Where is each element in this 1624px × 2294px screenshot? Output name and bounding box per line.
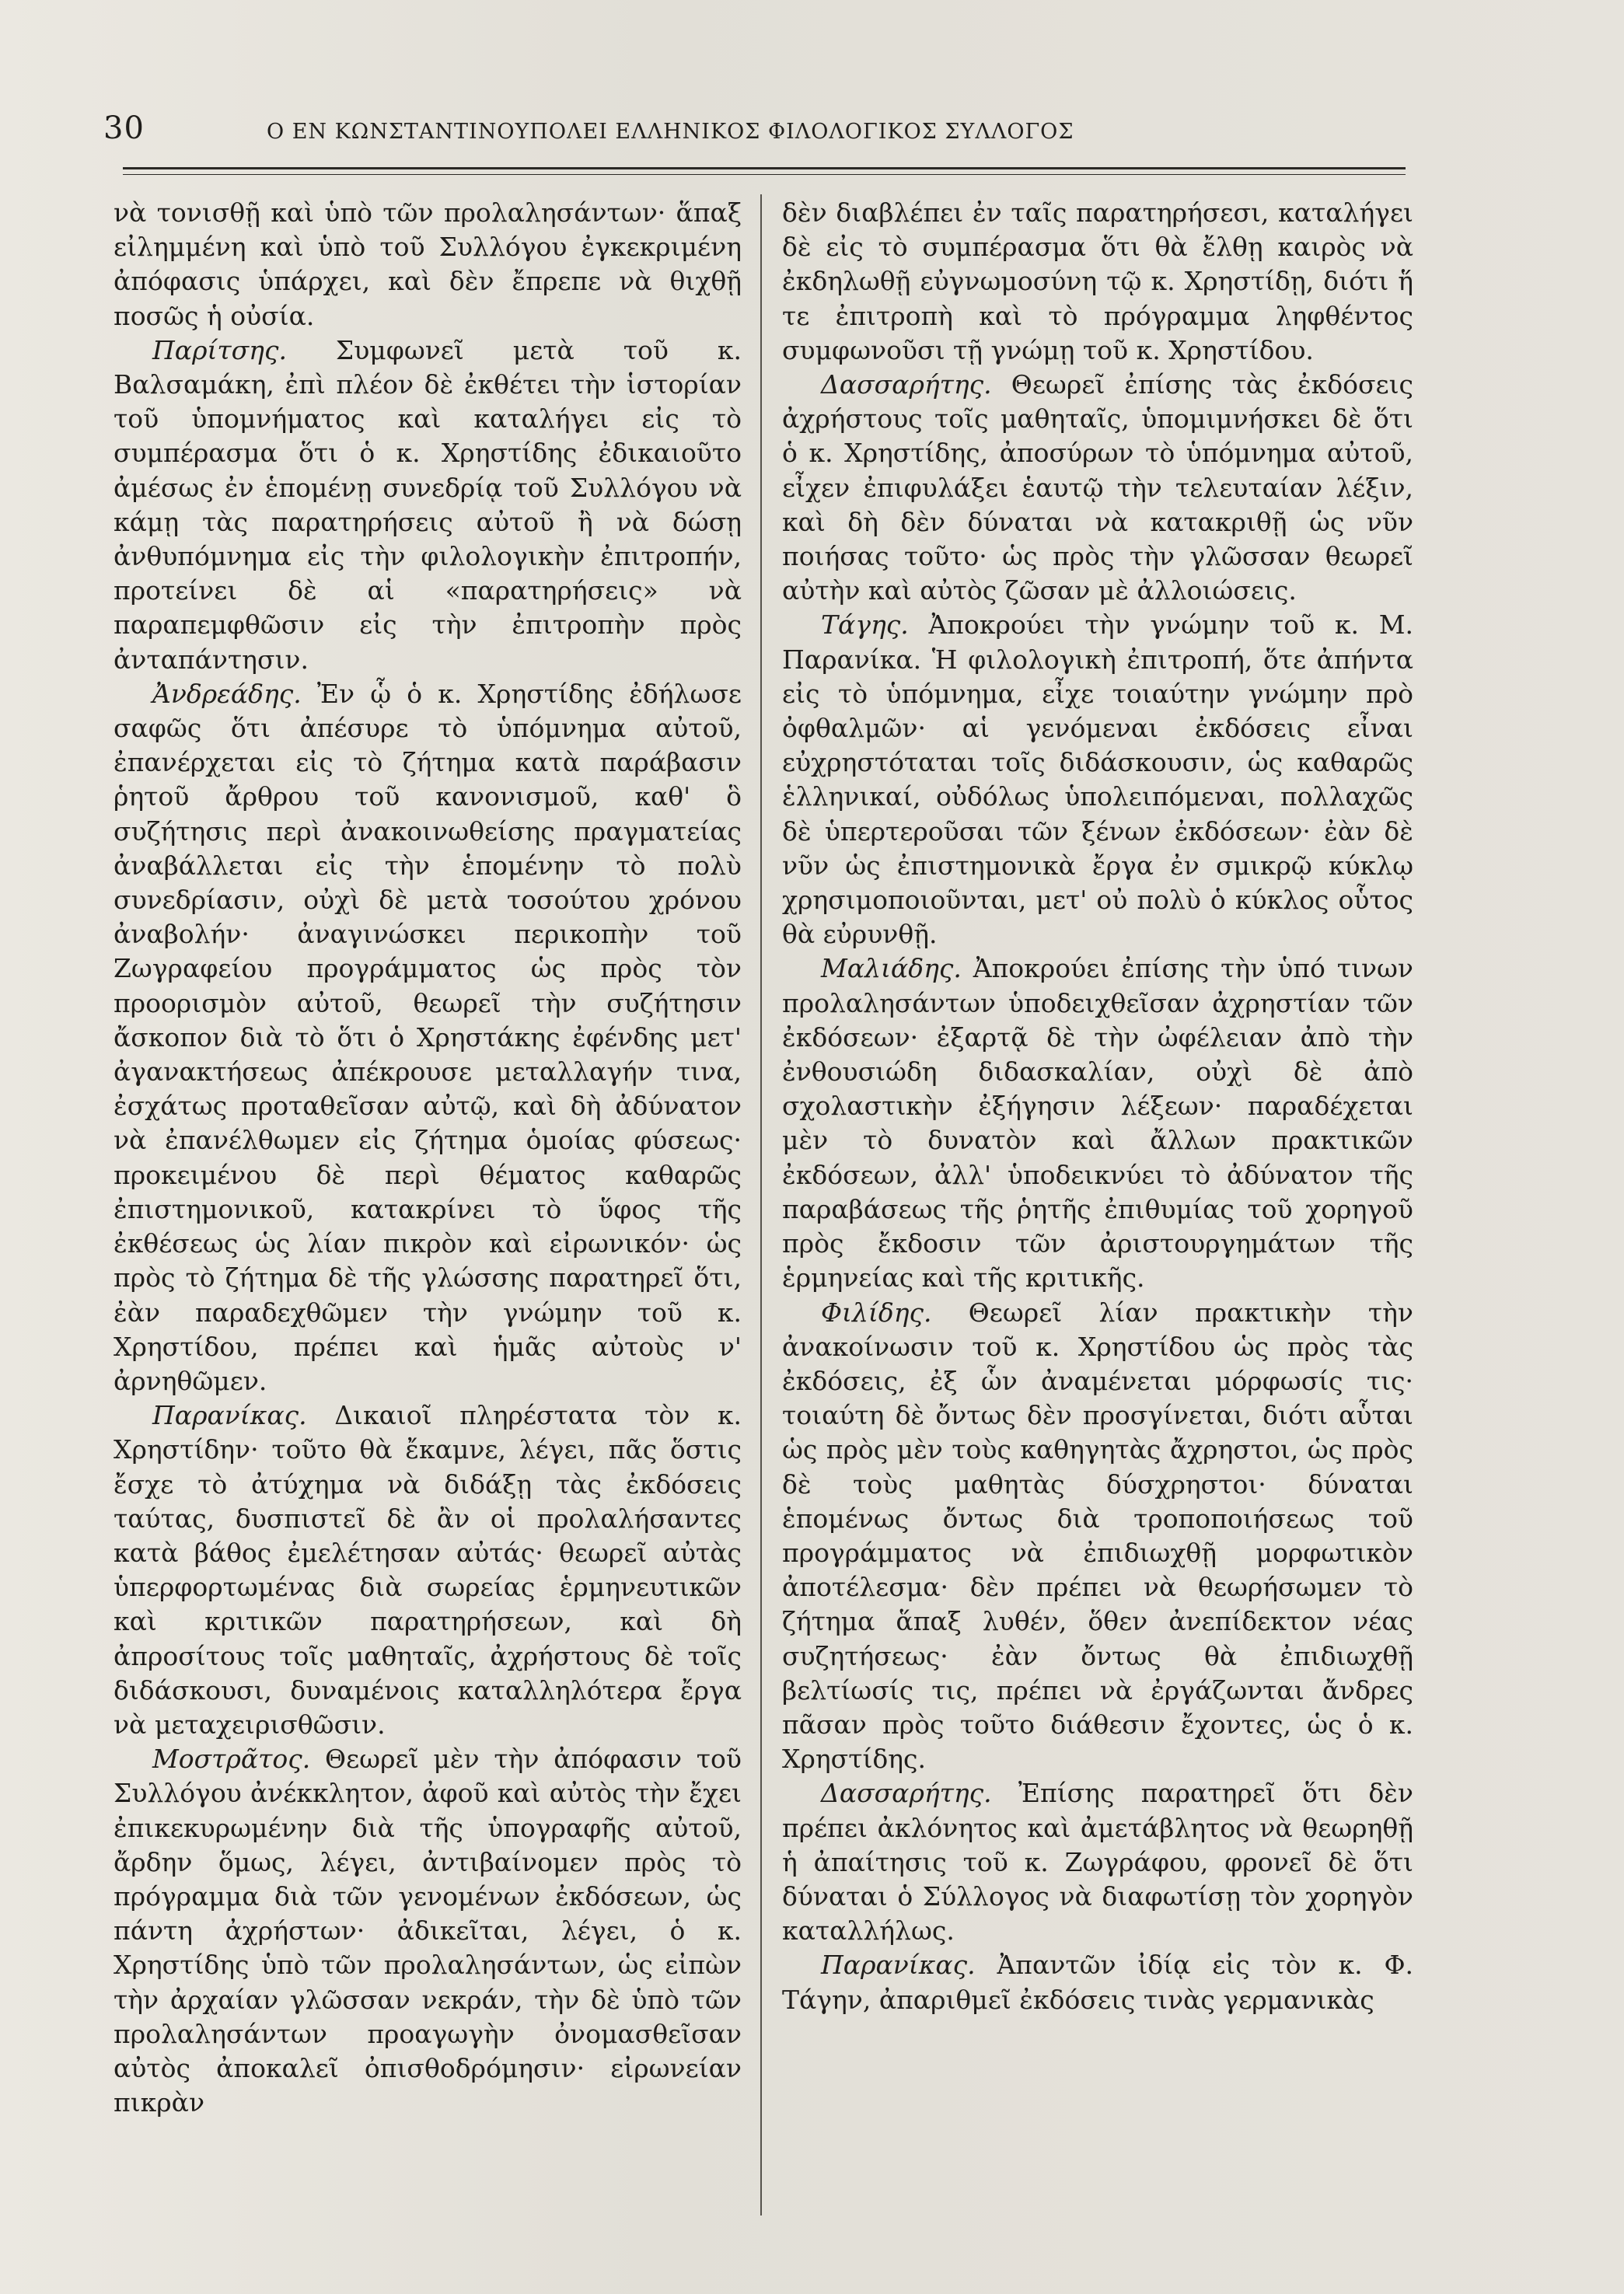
paragraph xyxy=(782,1948,1413,2016)
left-column xyxy=(114,196,742,2120)
paragraph xyxy=(114,333,742,677)
paragraph xyxy=(114,1398,742,1742)
speaker-name: Δασσαρήτης. xyxy=(821,369,992,400)
paragraph xyxy=(782,951,1413,1295)
paragraph-text: Ἀποκρούει ἐπίσης τὴν ὑπό τινων προλαλησάντων ὑποδειχθεῖσαν ἀχρηστίαν τῶν ἐκδόσεων· ἐξαρτᾷ δὲ τὴν ὠφέλειαν ἀπὸ τὴν ἐνθουσιώδη διδασκαλίαν, οὐχὶ δὲ ἀπὸ σχολαστικὴν ἐξήγησιν λέξεων· παραδέχεται μὲν τὸ δυνατὸν καὶ ἄλλων πρακτικῶν ἐκδόσεων, ἀλλ' ὑποδεικνύει τὸ ἀδύνατον τῆς παραβάσεως τῆς ῥητῆς ἐπιθυμίας τοῦ χορηγοῦ πρὸς ἔκδοσιν τῶν ἀριστουργημάτων τῆς ἑρμηνείας καὶ τῆς κριτικῆς. xyxy=(782,953,1413,1294)
paragraph-text: Ἐπίσης παρατηρεῖ ὅτι δὲν πρέπει ἀκλόνητος καὶ ἀμετάβλητος νὰ θεωρηθῇ ἡ ἀπαίτησις τοῦ κ. Ζωγράφου, φρονεῖ δὲ ὅτι δύναται ὁ Σύλλογος νὰ διαφωτίσῃ τὸν χορηγὸν καταλλήλως. xyxy=(782,1778,1413,1947)
speaker-name: Παρανίκας. xyxy=(152,1400,307,1431)
speaker-name: Ἀνδρεάδης. xyxy=(152,678,302,709)
paragraph-text: Ἀπαντῶν ἰδίᾳ εἰς τὸν κ. Φ. Τάγην, ἀπαριθμεῖ ἐκδόσεις τινὰς γερμανικὰς xyxy=(782,1950,1413,2015)
header-rule-thin xyxy=(123,174,1406,175)
speaker-name: Δασσαρήτης. xyxy=(821,1778,992,1809)
speaker-name: Παρανίκας. xyxy=(821,1950,976,1981)
paragraph xyxy=(782,1296,1413,1777)
paragraph-text: Ἐν ᾧ ὁ κ. Χρηστίδης ἐδήλωσε σαφῶς ὅτι ἀπέσυρε τὸ ὑπόμνημα αὐτοῦ, ἐπανέρχεται εἰς τὸ ζήτημα κατὰ παράβασιν ῥητοῦ ἄρθρου τοῦ κανονισμοῦ, καθ' ὃ συζήτησις περὶ ἀνακοινωθείσης πραγματείας ἀναβάλλεται εἰς τὴν ἑπομένην τὸ πολὺ συνεδρίασιν, οὐχὶ δὲ μετὰ τοσούτου χρόνου ἀναβολήν· ἀναγινώσκει περικοπὴν τοῦ Ζωγραφείου προγράμματος ὡς πρὸς τὸν προορισμὸν αὐτοῦ, θεωρεῖ τὴν συζήτησιν ἄσκοπον διὰ τὸ ὅτι ὁ Χρηστάκης ἐφένδης μετ' ἀγανακτήσεως ἀπέκρουσε μεταλλαγήν τινα, ἐσχάτως προταθεῖσαν αὐτῷ, καὶ δὴ ἀδύνατον νὰ ἐπανέλθωμεν εἰς ζήτημα ὁμοίας φύσεως· προκειμένου δὲ περὶ θέματος καθαρῶς ἐπιστημονικοῦ, κατακρίνει τὸ ὕφος τῆς ἐκθέσεως ὡς λίαν πικρὸν καὶ εἰρωνικόν· ὡς πρὸς τὸ ζήτημα δὲ τῆς γλώσσης παρατηρεῖ ὅτι, ἐὰν παραδεχθῶμεν τὴν γνώμην τοῦ κ. Χρηστίδου, πρέπει καὶ ἡμᾶς αὐτοὺς ν' ἀρνηθῶμεν. xyxy=(114,678,742,1396)
paragraph-text: Ἀποκρούει τὴν γνώμην τοῦ κ. Μ. Παρανίκα. Ἡ φιλολογικὴ ἐπιτροπή, ὅτε ἀπήντα εἰς τὸ ὑπόμνημα, εἶχε τοιαύτην γνώμην πρὸ ὀφθαλμῶν· αἱ γενόμεναι ἐκδόσεις εἶναι εὐχρηστόταται τοῖς διδάσκουσιν, ὡς καθαρῶς ἑλληνικαί, οὐδόλως ὑπολειπόμεναι, πολλαχῶς δὲ ὑπερτεροῦσαι τῶν ξένων ἐκδόσεων· ἐὰν δὲ νῦν ὡς ἐπιστημονικὰ ἔργα ἐν σμικρῷ κύκλῳ χρησιμοποιοῦνται, μετ' οὐ πολὺ ὁ κύκλος οὗτος θὰ εὐρυνθῇ. xyxy=(782,609,1413,950)
paragraph xyxy=(114,196,742,333)
paragraph xyxy=(782,608,1413,951)
paragraph-text: Θεωρεῖ λίαν πρακτικὴν τὴν ἀνακοίνωσιν τοῦ κ. Χρηστίδου ὡς πρὸς τὰς ἐκδόσεις, ἐξ ὧν ἀναμένεται μόρφωσίς τις· τοιαύτη δὲ ὄντως δὲν προσγίνεται, διότι αὗται ὡς πρὸς μὲν τοὺς καθηγητὰς ἄχρηστοι, ὡς πρὸς δὲ τοὺς μαθητὰς δύσχρηστοι· δύναται ἑπομένως ὄντως διὰ τροποποιήσεως τοῦ προγράμματος νὰ ἐπιδιωχθῇ μορφωτικὸν ἀποτέλεσμα· δὲν πρέπει νὰ θεωρήσωμεν τὸ ζήτημα ἅπαξ λυθέν, ὅθεν ἀνεπίδεκτον νέας συζητήσεως· ἐὰν ὄντως θὰ ἐπιδιωχθῇ βελτίωσίς τις, πρέπει νὰ ἐργάζωνται ἄνδρες πᾶσαν πρὸς τοῦτο διάθεσιν ἔχοντες, ὡς ὁ κ. Χρηστίδης. xyxy=(782,1297,1413,1775)
speaker-name: Τάγης. xyxy=(821,609,909,641)
right-column xyxy=(782,196,1413,2017)
paragraph xyxy=(114,1742,742,2120)
header-rule xyxy=(123,167,1406,169)
running-title: Ο ΕΝ ΚΩΝΣΤΑΝΤΙΝΟΥΠΟΛΕΙ ΕΛΛΗΝΙΚΟΣ ΦΙΛΟΛΟΓΙΚΟΣ ΣΥΛΛΟΓΟΣ xyxy=(267,120,1074,144)
paragraph xyxy=(782,1776,1413,1948)
speaker-name: Μαλιάδης. xyxy=(821,953,962,984)
paragraph-text: δὲν διαβλέπει ἐν ταῖς παρατηρήσεσι, καταλήγει δὲ εἰς τὸ συμπέρασμα ὅτι θὰ ἔλθῃ καιρὸς νὰ ἐκδηλωθῇ εὐγνωμοσύνη τῷ κ. Χρηστίδῃ, διότι ἥ τε ἐπιτροπὴ καὶ τὸ πρόγραμμα ληφθέντος συμφωνοῦσι τῇ γνώμῃ τοῦ κ. Χρηστίδου. xyxy=(782,197,1413,365)
speaker-name: Μοστρᾶτος. xyxy=(152,1744,311,1775)
paragraph-text: Συμφωνεῖ μετὰ τοῦ κ. Βαλσαμάκη, ἐπὶ πλέον δὲ ἐκθέτει τὴν ἱστορίαν τοῦ ὑπομνήματος καὶ καταλήγει εἰς τὸ συμπέρασμα ὅτι ὁ κ. Χρηστίδης ἐδικαιοῦτο ἀμέσως ἐν ἑπομένῃ συνεδρίᾳ τοῦ Συλλόγου νὰ κάμῃ τὰς παρατηρήσεις αὐτοῦ ἢ νὰ δώσῃ ἀνθυπόμνημα εἰς τὴν φιλολογικὴν ἐπιτροπήν, προτείνει δὲ αἱ «παρατηρήσεις» νὰ παραπεμφθῶσιν εἰς τὴν ἐπιτροπὴν πρὸς ἀνταπάντησιν. xyxy=(114,334,742,675)
paragraph-text: Θεωρεῖ μὲν τὴν ἀπόφασιν τοῦ Συλλόγου ἀνέκκλητον, ἀφοῦ καὶ αὐτὸς τὴν ἔχει ἐπικεκυρωμένην διὰ τῆς ὑπογραφῆς αὐτοῦ, ἄρδην ὅμως, λέγει, ἀντιβαίνομεν πρὸς τὸ πρόγραμμα διὰ τῶν γενομένων ἐκδόσεων, ὡς πάντη ἀχρήστων· ἀδικεῖται, λέγει, ὁ κ. Χρηστίδης ὑπὸ τῶν προλαλησάντων, ὡς εἰπὼν τὴν ἀρχαίαν γλῶσσαν νεκράν, τὴν δὲ ὑπὸ τῶν προλαλησάντων προαγωγὴν ὀνομασθεῖσαν αὐτὸς ἀποκαλεῖ ὀπισθοδρόμησιν· εἰρωνείαν πικρὰν xyxy=(114,1744,742,2118)
paragraph-text: νὰ τονισθῇ καὶ ὑπὸ τῶν προλαλησάντων· ἅπαξ εἰλημμένη καὶ ὑπὸ τοῦ Συλλόγου ἐγκεκριμένη ἀπόφασις ὑπάρχει, καὶ δὲν ἔπρεπε νὰ θιχθῇ ποσῶς ἡ οὐσία. xyxy=(114,197,742,331)
paragraph xyxy=(782,368,1413,608)
page-header xyxy=(103,110,1409,149)
speaker-name: Παρίτσης. xyxy=(152,334,287,365)
paragraph-text: Θεωρεῖ ἐπίσης τὰς ἐκδόσεις ἀχρήστους τοῖς μαθηταῖς, ὑπομιμνήσκει δὲ ὅτι ὁ κ. Χρηστίδης, ἀποσύρων τὸ ὑπόμνημα αὐτοῦ, εἶχεν ἐπιφυλάξει ἑαυτῷ τὴν τελευταίαν λέξιν, καὶ δὴ δὲν δύναται νὰ κατακριθῇ ὡς νῦν ποιήσας τοῦτο· ὡς πρὸς τὴν γλῶσσαν θεωρεῖ αὐτὴν καὶ αὐτὸς ζῶσαν μὲ ἀλλοιώσεις. xyxy=(782,369,1413,606)
column-divider xyxy=(760,194,762,2215)
page-number: 30 xyxy=(103,110,145,146)
paragraph-text: Δικαιοῖ πληρέστατα τὸν κ. Χρηστίδην· τοῦτο θὰ ἔκαμνε, λέγει, πᾶς ὅστις ἔσχε τὸ ἀτύχημα νὰ διδάξῃ τὰς ἐκδόσεις ταύτας, δυσπιστεῖ δὲ ἂν οἱ προλαλήσαντες κατὰ βάθος ἐμελέτησαν αὐτάς· θεωρεῖ αὐτὰς ὑπερφορτωμένας διὰ σωρείας ἑρμηνευτικῶν καὶ κριτικῶν παρατηρήσεων, καὶ δὴ ἀπροσίτους τοῖς μαθηταῖς, ἀχρήστους δὲ τοῖς διδάσκουσι, δυναμένοις καταλληλότερα ἔργα νὰ μεταχειρισθῶσιν. xyxy=(114,1400,742,1740)
paragraph xyxy=(114,677,742,1398)
speaker-name: Φιλίδης. xyxy=(821,1297,932,1328)
paragraph xyxy=(782,196,1413,368)
